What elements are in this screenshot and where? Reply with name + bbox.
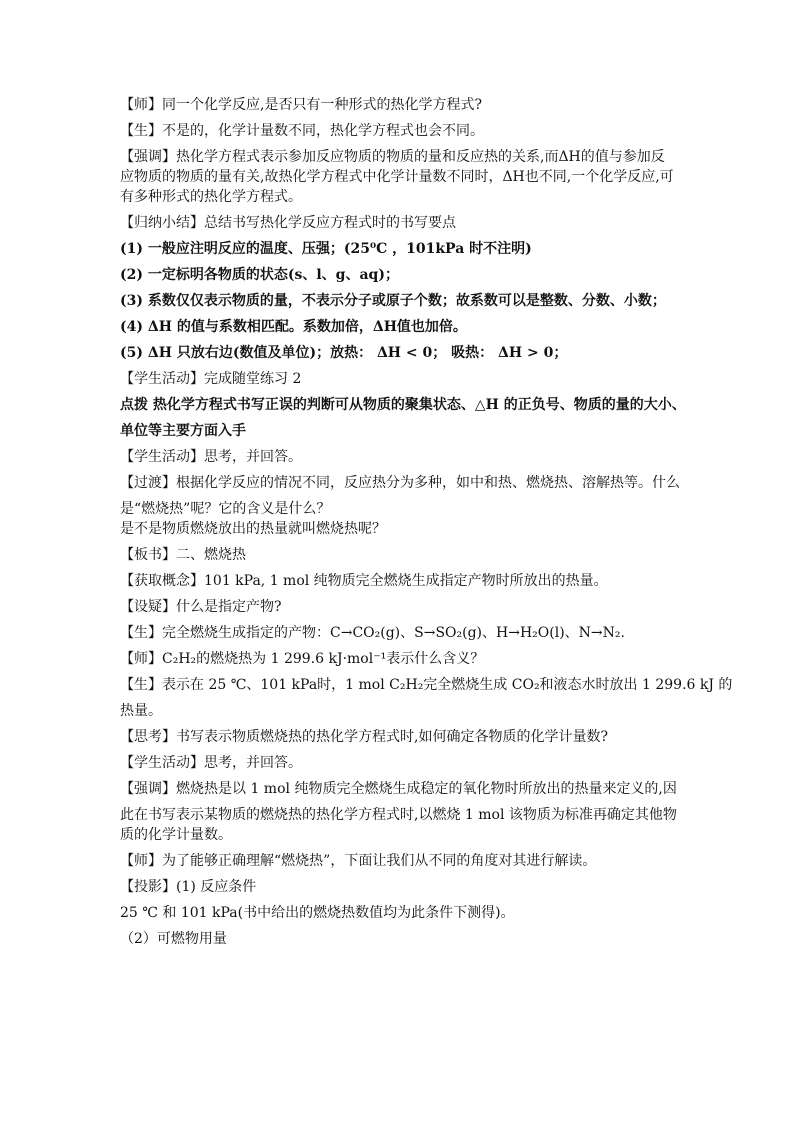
text-line: 质的化学计量数。: [120, 827, 232, 843]
text-line: 【强调】热化学方程式表示参加反应物质的物质的量和反应热的关系,而ΔH的值与参加反: [120, 149, 665, 165]
document-page: [120, 95, 733, 949]
text-line: 【生】表示在 25 ℃、101 kPa时，1 mol C₂H₂完全燃烧生成 CO₂和液态水时放出 1 299.6 kJ 的: [120, 677, 733, 693]
text-line: 是不是物质燃烧放出的热量就叫燃烧热呢？: [120, 521, 386, 537]
text-line: 【投影】(1) 反应条件: [120, 879, 257, 895]
text-line: 【师】同一个化学反应,是否只有一种形式的热化学方程式?: [120, 97, 482, 113]
text-line: 【生】完全燃烧生成指定的产物：C→CO₂(g)、S→SO₂(g)、H→H₂O(l)、N→N₂.: [120, 625, 625, 641]
text-line: 【板书】二、燃烧热: [120, 547, 246, 563]
text-line: 【学生活动】思考，并回答。: [120, 449, 302, 465]
text-line: 【归纳小结】总结书写热化学反应方程式时的书写要点: [120, 215, 456, 231]
text-line: (5) ΔH 只放右边(数值及单位)；放热： ΔH < 0； 吸热： ΔH > 0；: [120, 345, 568, 361]
text-line: 【设疑】什么是指定产物?: [120, 599, 282, 615]
text-line: 【生】不是的，化学计量数不同，热化学方程式也会不同。: [120, 123, 484, 139]
text-line: (2) 一定标明各物质的状态(s、l、g、aq)；: [120, 267, 399, 283]
text-line: 【师】C₂H₂的燃烧热为 1 299.6 kJ·mol⁻¹表示什么含义？: [120, 651, 485, 667]
text-line: 单位等主要方面入手: [120, 423, 246, 439]
text-line: 应物质的物质的量有关,故热化学方程式中化学计量数不同时，ΔH也不同,一个化学反应,可: [120, 169, 674, 185]
text-line: 【强调】燃烧热是以 1 mol 纯物质完全燃烧生成稳定的氧化物时所放出的热量来定义的,因: [120, 781, 677, 797]
text-line: 25 ℃ 和 101 kPa(书中给出的燃烧热数值均为此条件下测得)。: [120, 905, 515, 921]
text-line: 此在书写表示某物质的燃烧热的热化学方程式时,以燃烧 1 mol 该物质为标准再确定其他物: [120, 807, 677, 823]
text-line: (4) ΔH 的值与系数相匹配。系数加倍，ΔH值也加倍。: [120, 319, 467, 335]
text-line: 【获取概念】101 kPa, 1 mol 纯物质完全燃烧生成指定产物时所放出的热量。: [120, 573, 608, 589]
text-line: 热量。: [120, 703, 162, 719]
text-line: 【师】为了能够正确理解“燃烧热”，下面让我们从不同的角度对其进行解读。: [120, 853, 597, 869]
text-line: （2）可燃物用量: [120, 931, 227, 947]
text-line: 是“燃烧热”呢？它的含义是什么？: [120, 501, 331, 517]
text-line: (3) 系数仅仅表示物质的量，不表示分子或原子个数；故系数可以是整数、分数、小数；: [120, 293, 666, 309]
text-line: 有多种形式的热化学方程式。: [120, 189, 302, 205]
text-line: 点拨 热化学方程式书写正误的判断可从物质的聚集状态、△H 的正负号、物质的量的大小、: [120, 397, 686, 413]
text-line: 【思考】书写表示物质燃烧热的热化学方程式时,如何确定各物质的化学计量数?: [120, 729, 608, 745]
text-line: (1) 一般应注明反应的温度、压强；(25⁰C ，101kPa 时不注明): [120, 241, 532, 257]
text-line: 【学生活动】思考，并回答。: [120, 755, 302, 771]
text-line: 【过渡】根据化学反应的情况不同，反应热分为多种，如中和热、燃烧热、溶解热等。什么: [120, 475, 680, 491]
text-line: 【学生活动】完成随堂练习 2: [120, 371, 302, 387]
